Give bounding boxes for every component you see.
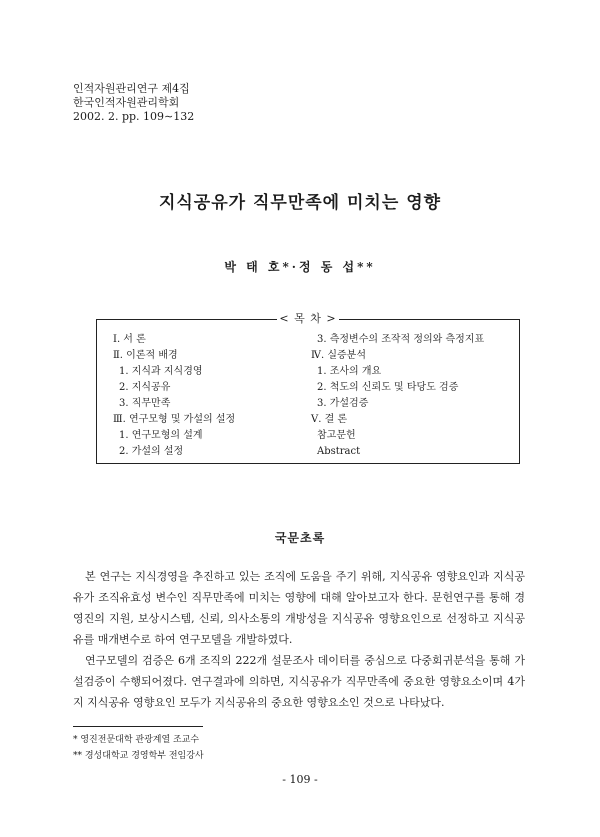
toc-item: 2. 지식공유 — [119, 382, 171, 393]
toc-item: 2. 척도의 신뢰도 및 타당도 검증 — [317, 382, 459, 393]
footnote-rule — [73, 726, 203, 727]
abstract-paragraph-2: 연구모델의 검증은 6개 조직의 222개 설문조사 데이터를 중심으로 다중회귀분석을 통해 가설검증이 수행되어졌다. 연구결과에 의하면, 지식공유가 직무만족에 중요한 영향요소이며 4가지 지식공유 영향요인 모두가 지식공유의 중요한 영향요소인 것으로 나타났다. — [73, 654, 525, 709]
paper-title: 지식공유가 직무만족에 미치는 영향 — [158, 193, 442, 213]
abstract-body — [73, 566, 525, 713]
toc-right-column — [311, 332, 484, 460]
footnote-1: * 영진전문대학 관광계열 조교수 — [73, 735, 200, 745]
toc-item: 1. 조사의 개요 — [317, 366, 382, 377]
toc-item: 3. 측정변수의 조작적 정의와 측정지표 — [317, 334, 485, 345]
toc-heading: < 목 차 > — [279, 312, 337, 325]
table-of-contents — [96, 312, 520, 464]
toc-left-column — [113, 332, 235, 460]
toc-item: Ⅲ. 연구모형 및 가설의 설정 — [113, 414, 236, 425]
toc-item: 1. 연구모형의 설계 — [119, 430, 203, 441]
page-number: - 109 - — [282, 773, 318, 786]
toc-item: 1. 지식과 지식경영 — [119, 366, 203, 377]
footnotes — [73, 732, 204, 764]
toc-item: 3. 가설검증 — [317, 398, 369, 409]
toc-item: 2. 가설의 설정 — [119, 446, 184, 457]
abstract-heading: 국문초록 — [274, 531, 326, 545]
toc-item: Ⅰ. 서 론 — [113, 334, 146, 345]
footnote-2: ** 경성대학교 경영학부 전임강사 — [73, 751, 204, 761]
toc-item: Ⅴ. 결 론 — [311, 414, 348, 425]
journal-name: 인적자원관리연구 제4집 — [73, 82, 190, 95]
toc-item: Ⅳ. 실증분석 — [311, 350, 366, 361]
abstract-paragraph-1: 본 연구는 지식경영을 추진하고 있는 조직에 도움을 주기 위해, 지식공유 영향요인과 지식공유가 조직유효성 변수인 직무만족에 미치는 영향에 대해 알아보고자 한다. 문헌연구를 통해 경영진의 지원, 보상시스템, 신뢰, 의사소통의 개방성을 지식공유 영향요인으로 선정하고 지식공유를 매개변수로 하여 연구모델을 개발하였다. — [73, 570, 525, 646]
toc-item: Abstract — [317, 446, 361, 457]
journal-issue: 2002. 2. pp. 109∼132 — [73, 110, 195, 123]
toc-item: Ⅱ. 이론적 배경 — [113, 350, 178, 361]
authors: 박 태 호*·정 동 섭** — [224, 260, 376, 274]
toc-item: 참고문헌 — [317, 430, 356, 441]
toc-item: 3. 직무만족 — [119, 398, 171, 409]
journal-info — [73, 82, 194, 124]
journal-society: 한국인적자원관리학회 — [73, 96, 180, 109]
